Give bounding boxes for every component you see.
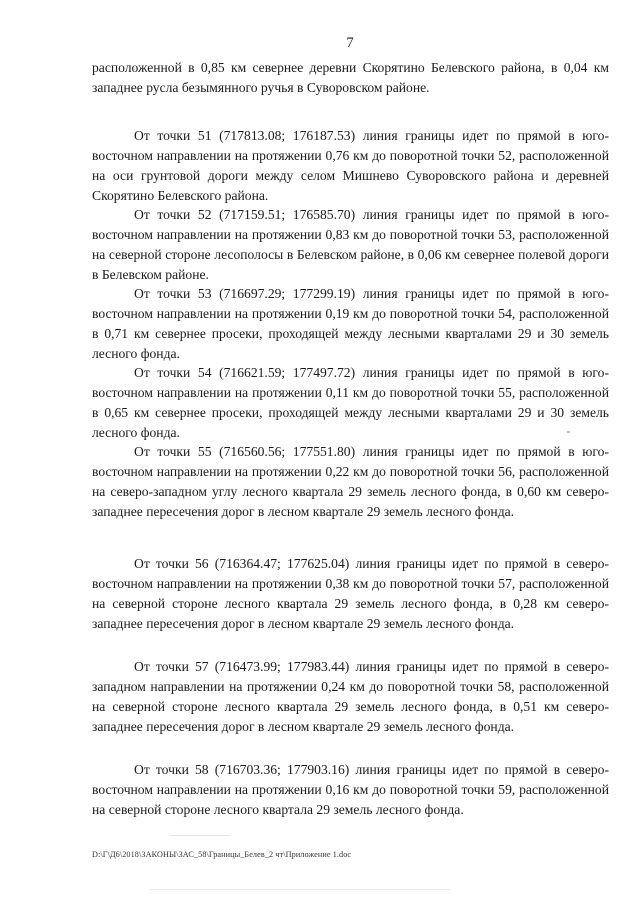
paragraph-point-57 — [92, 657, 609, 737]
paragraph-continuation — [92, 58, 609, 98]
paragraph-point-51 — [92, 126, 609, 206]
paragraph-point-53 — [92, 284, 609, 364]
paragraph-text: От точки 58 (716703.36; 177903.16) линия границы идет по прямой в северо-восточном направлении на протяжении 0,16 км до поворотной точки 59, расположенной на северной стороне лесного квартала 29 земель лесного фонда. — [92, 762, 609, 818]
paragraph-text: От точки 57 (716473.99; 177983.44) линия границы идет по прямой в северо-западном направлении на протяжении 0,24 км до поворотной точки 58, расположенной на северной стороне лесного квартала 29 земель лесного фонда, в 0,51 км северо-западнее пересечения дорог в лесном квартале 29 земель лесного фонда. — [92, 659, 609, 735]
paragraph-text: От точки 52 (717159.51; 176585.70) линия границы идет по прямой в юго-восточном направлении на протяжении 0,83 км до поворотной точки 53, расположенной на северной стороне лесополосы в Белевском районе, в 0,06 км севернее полевой дороги в Белевском районе. — [92, 207, 609, 283]
scan-smudge-bottom — [150, 889, 450, 890]
scan-speck — [567, 431, 570, 433]
paragraph-point-56 — [92, 554, 609, 634]
paragraph-point-54 — [92, 363, 609, 443]
paragraph-text: От точки 51 (717813.08; 176187.53) линия границы идет по прямой в юго-восточном направлении на протяжении 0,76 км до поворотной точки 52, расположенной на оси грунтовой дороги между селом Мишнево Суворовского района и деревней Скорятино Белевского района. — [92, 128, 609, 204]
paragraph-text: расположенной в 0,85 км севернее деревни Скорятино Белевского района, в 0,04 км западнее русла безымянного ручья в Суворовском районе. — [92, 60, 609, 96]
paragraph-point-52 — [92, 205, 609, 285]
footer-file-path: D:\Г\Д6\2018\ЗАКОНЫ\ЗАС_58\Границы_Белев_2 чт\Приложение 1.doc — [92, 850, 352, 859]
paragraph-text: От точки 56 (716364.47; 177625.04) линия границы идет по прямой в северо-восточном направлении на протяжении 0,38 км до поворотной точки 57, расположенной на северной стороне лесного квартала 29 земель лесного фонда, в 0,28 км северо-западнее пересечения дорог в лесном квартале 29 земель лесного фонда. — [92, 556, 609, 632]
paragraph-point-58 — [92, 760, 609, 820]
scan-smudge — [170, 835, 230, 836]
page-number: 7 — [346, 35, 354, 51]
paragraph-text: От точки 54 (716621.59; 177497.72) линия границы идет по прямой в юго-восточном направлении на протяжении 0,11 км до поворотной точки 55, расположенной в 0,65 км севернее просеки, проходящей между лесными кварталами 29 и 30 земель лесного фонда. — [92, 365, 609, 441]
paragraph-point-55 — [92, 442, 609, 522]
paragraph-text: От точки 55 (716560.56; 177551.80) линия границы идет по прямой в юго-восточном направлении на протяжении 0,22 км до поворотной точки 56, расположенной на северо-западном углу лесного квартала 29 земель лесного фонда, в 0,60 км северо-западнее пересечения дорог в лесном квартале 29 земель лесного фонда. — [92, 444, 609, 520]
paragraph-text: От точки 53 (716697.29; 177299.19) линия границы идет по прямой в юго-восточном направлении на протяжении 0,19 км до поворотной точки 54, расположенной в 0,71 км севернее просеки, проходящей между лесными кварталами 29 и 30 земель лесного фонда. — [92, 286, 609, 362]
